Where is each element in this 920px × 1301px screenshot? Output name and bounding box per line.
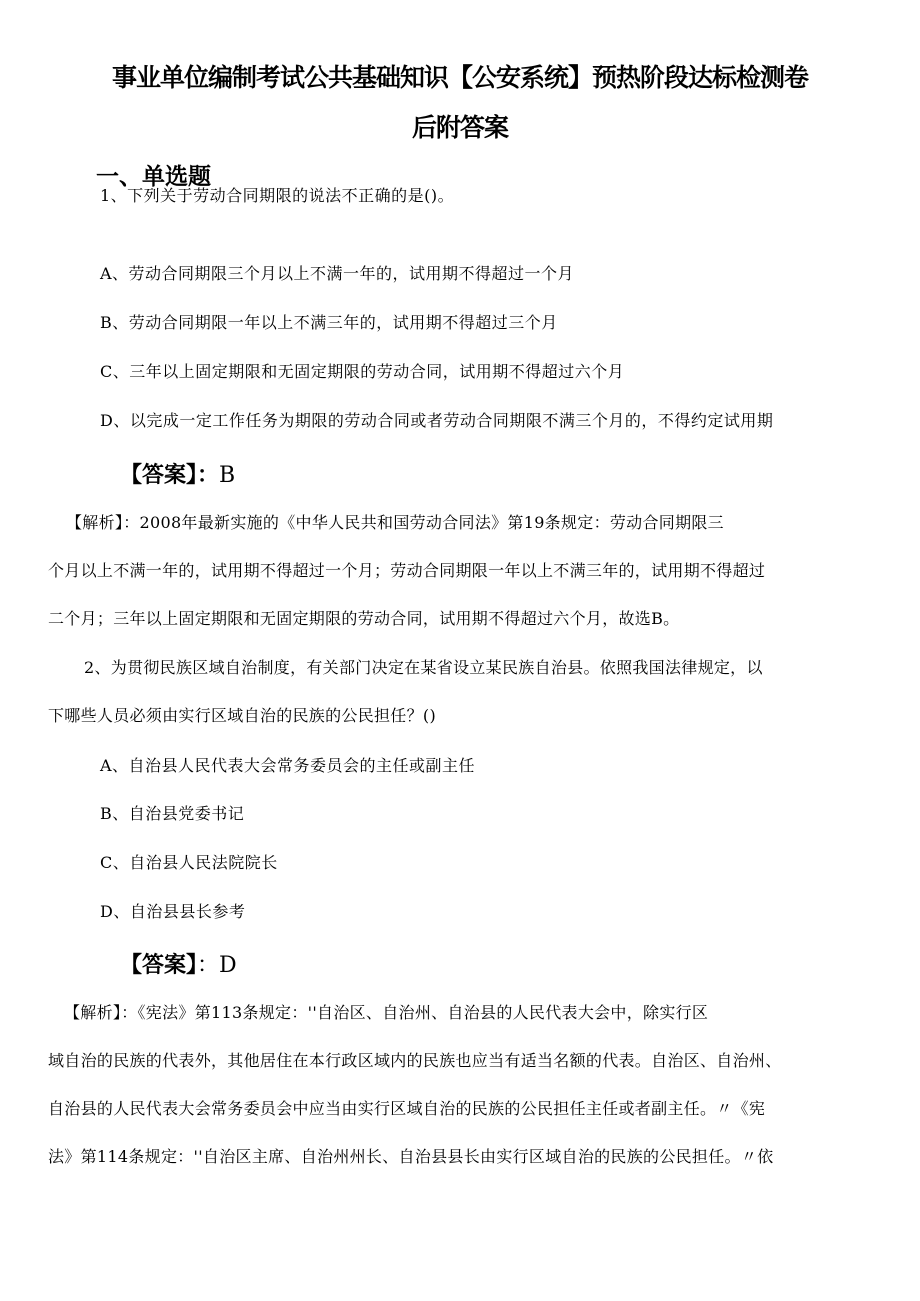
question-2-option-d: D、自治县县长参考	[100, 902, 246, 921]
question-1-explanation-line: 个月以上不满一年的，试用期不得超过一个月；劳动合同期限一年以上不满三年的，试用期不得超过	[48, 561, 766, 580]
document-title: 事业单位编制考试公共基础知识【公安系统】预热阶段达标检测卷	[111, 63, 808, 92]
question-1-option-d: D、以完成一定工作任务为期限的劳动合同或者劳动合同期限不满三个月的，不得约定试用期	[100, 411, 774, 430]
answer-value: ：D	[197, 953, 237, 978]
question-1-explanation-line: 【解析】：2008年最新实施的《中华人民共和国劳动合同法》第19条规定：劳动合同期限三	[66, 513, 724, 532]
question-2-stem: 2、为贯彻民族区域自治制度，有关部门决定在某省设立某民族自治县。依照我国法律规定，以	[84, 658, 763, 677]
question-1-option-b: B、劳动合同期限一年以上不满三年的，试用期不得超过三个月	[100, 313, 558, 332]
question-1-option-c: C、三年以上固定期限和无固定期限的劳动合同，试用期不得超过六个月	[100, 362, 625, 381]
question-2-option-a: A、自治县人民代表大会常务委员会的主任或副主任	[100, 756, 476, 775]
answer-label: 【答案】	[120, 953, 198, 978]
question-1-stem: 1、下列关于劳动合同期限的说法不正确的是()。	[100, 186, 455, 205]
question-2-explanation-line: 自治县的人民代表大会常务委员会中应当由实行区域自治的民族的公民担任主任或者副主任。〃《宪	[48, 1099, 766, 1118]
question-1-option-a: A、劳动合同期限三个月以上不满一年的，试用期不得超过一个月	[100, 264, 575, 283]
document-subtitle: 后附答案	[411, 113, 508, 142]
section-heading: 一、单选题	[96, 164, 211, 190]
answer-value: B	[219, 463, 236, 488]
question-2-option-b: B、自治县党委书记	[100, 804, 245, 823]
question-1-answer	[120, 458, 235, 489]
answer-label: 【答案】：	[120, 463, 220, 488]
question-2-answer	[120, 948, 237, 979]
question-2-stem: 下哪些人员必须由实行区域自治的民族的公民担任？()	[48, 706, 436, 725]
question-2-explanation-line: 域自治的民族的代表外，其他居住在本行政区域内的民族也应当有适当名额的代表。自治区、自治州、	[48, 1051, 782, 1070]
question-2-explanation-line: 法》第114条规定：''自治区主席、自治州州长、自治县县长由实行区域自治的民族的公民担任。〃依	[48, 1147, 774, 1166]
question-2-explanation-line: 【解析】：《宪法》第113条规定：''自治区、自治州、自治县的人民代表大会中，除实行区	[64, 1003, 709, 1022]
question-1-explanation-line: 二个月；三年以上固定期限和无固定期限的劳动合同，试用期不得超过六个月，故选B。	[48, 609, 680, 628]
question-2-option-c: C、自治县人民法院院长	[100, 853, 278, 872]
